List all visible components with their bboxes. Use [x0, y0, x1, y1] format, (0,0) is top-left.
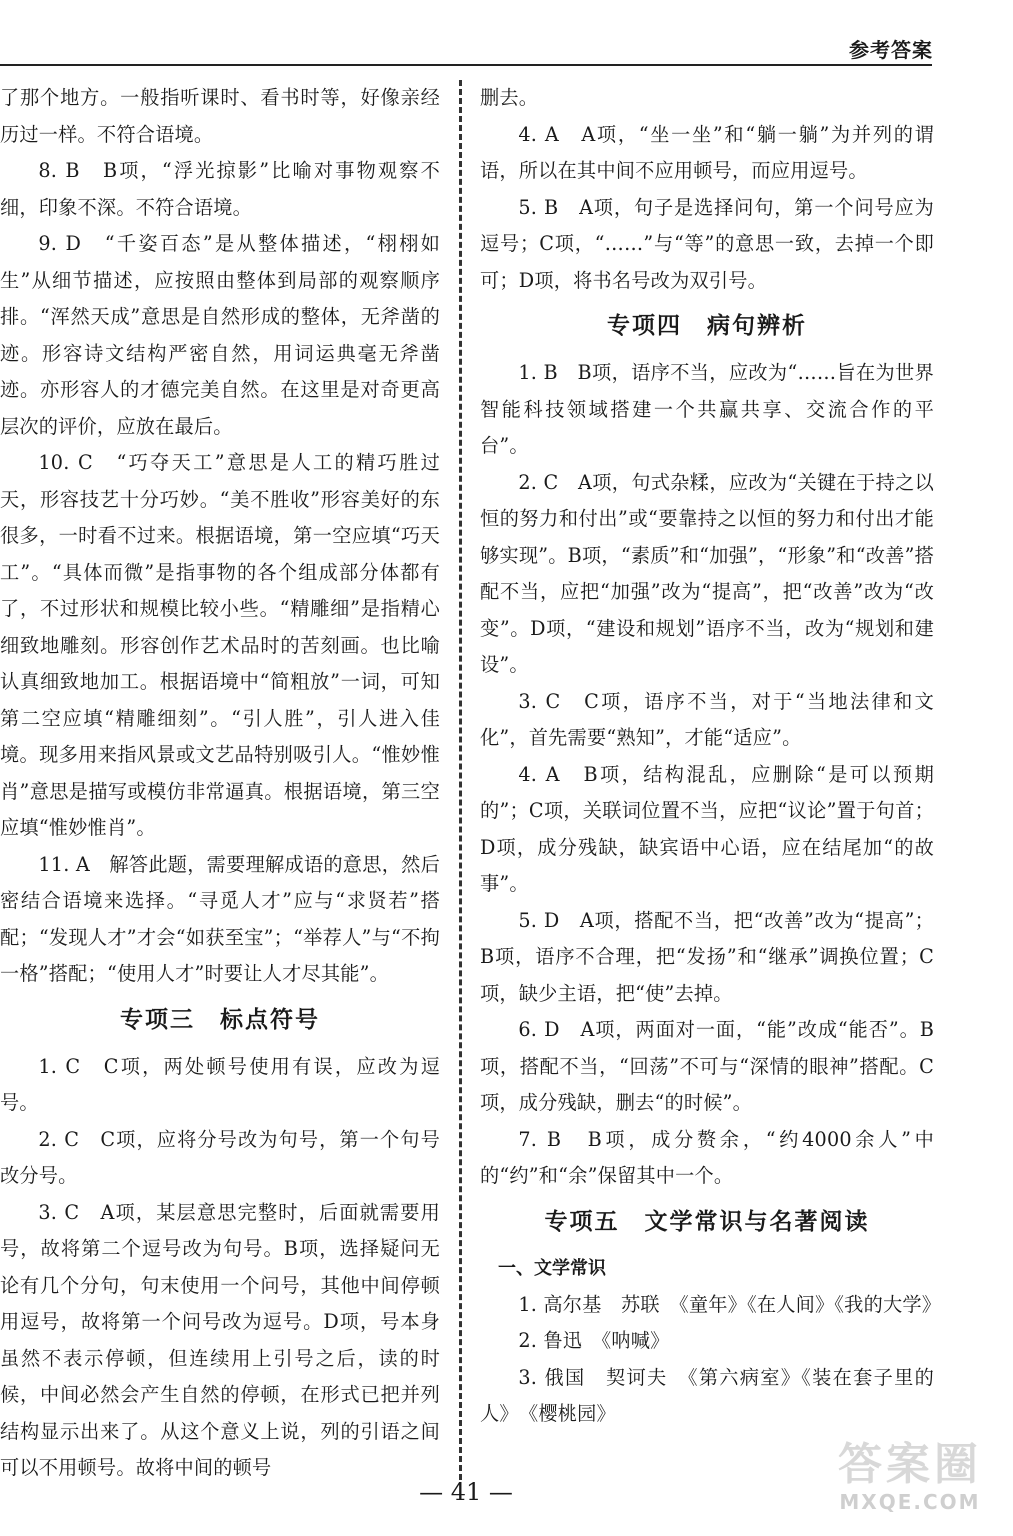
section-heading: 专项三 标点符号	[120, 1006, 320, 1033]
answer-paragraph: 3. C A项，某层意思完整时，后面就需要用号，故将第二个逗号改为句号。B项，选择疑问无论有几个分句，句末使用一个问号，其他中间停顿用逗号，故将第一个问号改为逗号。D项，号本身虽然不表示停顿，但连续用上引号之后，读的时候，中间必然会产生自然的停顿，在形式已把并列结构显示出来了。从这个意义上说，列的引语之间可以不用顿号。故将中间的顿号	[0, 1200, 440, 1479]
watermark-logo	[825, 1440, 995, 1518]
answer-paragraph: 4. A B项，结构混乱，应删除“是可以预期的”；C项，关联词位置不当，应把“议论”置于句首；D项，成分残缺，缺宾语中心语，应在结尾加“的故事”。	[480, 762, 934, 895]
answer-paragraph: 10. C “巧夺天工”意思是人工的精巧胜过天，形容技艺十分巧妙。“美不胜收”形容美好的东很多，一时看不过来。根据语境，第一空应填“巧天工”。“具体而微”是指事物的各个组成部分体都有了，不过形状和规模比较小些。“精雕细”是指精心细致地雕刻。形容创作艺术品时的苦刻画。也比喻认真细致地加工。根据语境中“简粗放”一词，可知第二空应填“精雕细刻”。“引人胜”，引人进入佳境。现多用来指风景或文艺品特别吸引人。“惟妙惟肖”意思是描写或模仿非常逼真。根据语境，第三空应填“惟妙惟肖”。	[0, 451, 440, 839]
answer-paragraph: 3. 俄国 契诃夫 《第六病室》《装在套子里的人》 《樱桃园》	[480, 1365, 934, 1425]
answer-paragraph: 5. D A项，搭配不当，把“改善”改为“提高”；B项，语序不合理，把“发扬”和“继承”调换位置；C项，缺少主语，把“使”去掉。	[480, 908, 934, 1005]
answer-paragraph: 6. D A项，两面对一面，“能”改成“能否”。B项，搭配不当，“回荡”不可与“深情的眼神”搭配。C项，成分残缺，删去“的时候”。	[480, 1018, 934, 1114]
answer-paragraph: 2. 鲁迅 《呐喊》	[518, 1329, 670, 1352]
column-divider	[459, 80, 462, 1480]
page-number: — 41 —	[419, 1478, 513, 1506]
section-heading: 专项五 文学常识与名著阅读	[544, 1208, 870, 1235]
answer-paragraph: 8. B B项，“浮光掠影”比喻对事物观察不细，印象不深。不符合语境。	[0, 159, 440, 219]
left-column	[0, 80, 440, 1487]
answer-paragraph: 7. B B项，成分赘余，“约4000余人”中的“约”和“余”保留其中一个。	[480, 1127, 934, 1187]
answer-paragraph: 了那个地方。一般指听课时、看书时等，好像亲经历过一样。不符合语境。	[0, 86, 440, 146]
subsection-heading: 一、文学常识	[498, 1257, 606, 1279]
answer-paragraph: 9. D “千姿百态”是从整体描述，“栩栩如生”从细节描述，应按照由整体到局部的观察顺序排。“浑然天成”意思是自然形成的整体，无斧凿的迹。形容诗文结构严密自然，用词运典毫无斧凿迹。亦形容人的才德完美自然。在这里是对奇更高层次的评价，应放在最后。	[0, 232, 440, 438]
answer-paragraph: 1. B B项，语序不当，应改为“……旨在为世界智能科技领域搭建一个共赢共享、交流合作的平台”。	[480, 361, 934, 457]
right-column	[480, 80, 942, 1433]
header-rule	[0, 64, 932, 66]
answer-paragraph: 1. C C项，两处顿号使用有误，应改为逗号。	[0, 1054, 440, 1114]
answer-paragraph: 删去。	[480, 86, 539, 109]
answer-paragraph: 3. C C项，语序不当，对于“当地法律和文化”，首先需要“熟知”，才能“适应”。	[480, 689, 934, 749]
answer-paragraph: 2. C A项，句式杂糅，应改为“关键在于持之以恒的努力和付出”或“要靠持之以恒的努力和付出才能够实现”。B项，“素质”和“加强”，“形象”和“改善”搭配不当，应把“加强”改为“提高”，把“改善”改为“改变”。D项，“建设和规划”语序不当，改为“规划和建设”。	[480, 470, 934, 676]
answer-paragraph: 2. C C项，应将分号改为句号，第一个句号改分号。	[0, 1127, 440, 1187]
answer-paragraph: 4. A A项，“坐一坐”和“躺一躺”为并列的谓语，所以在其中间不应用顿号，而应用逗号。	[480, 122, 934, 182]
answer-paragraph: 5. B A项，句子是选择问句，第一个问号应为逗号；C项，“……”与“等”的意思一致，去掉一个即可；D项，将书名号改为双引号。	[480, 195, 934, 292]
running-header-title: 参考答案	[849, 38, 933, 62]
section-heading: 专项四 病句辨析	[607, 313, 807, 339]
watermark-url: MXQE.COM	[839, 1490, 981, 1514]
answer-paragraph: 11. A 解答此题，需要理解成语的意思，然后密结合语境来选择。“寻觅人才”应与“求贤若”搭配；“发现人才”才会“如获至宝”；“举荐人”与“不拘一格”搭配；“使用人才”时要让人才尽其能”。	[0, 852, 440, 985]
answer-paragraph: 1. 高尔基 苏联 《童年》《在人间》《我的大学》	[518, 1292, 942, 1316]
watermark-logo-text: 答案圈	[838, 1439, 982, 1490]
